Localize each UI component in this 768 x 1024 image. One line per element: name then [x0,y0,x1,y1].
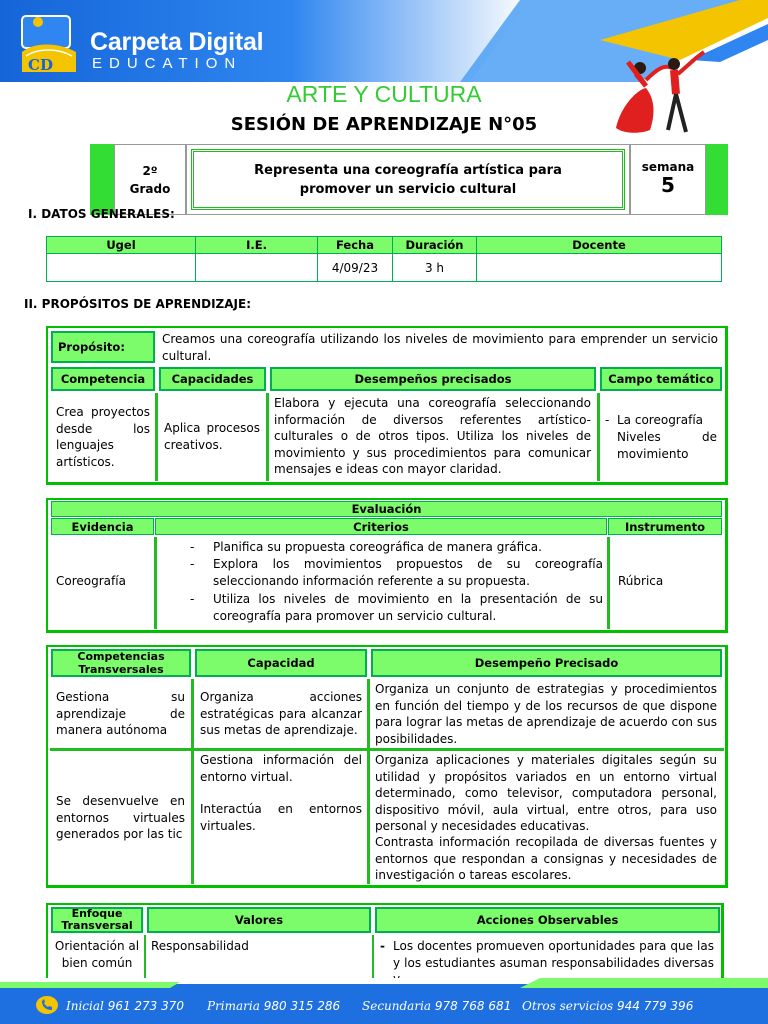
header-campo: Campo temático [600,367,722,391]
grade-number: 2º [142,163,158,178]
header-valores: Valores [147,907,371,933]
footer-phone-secundaria: 978 768 681 [434,999,512,1013]
campo-line-2: Niveles de movimiento [617,430,717,461]
week-box [630,144,706,215]
eval-divider-2 [607,537,610,629]
col-ie: I.E. [195,236,318,254]
footer-item-secundaria [362,999,511,1013]
topic-line-1: Representa una coreografía artística para [254,162,562,178]
header-competencia: Competencia [51,367,155,391]
trans-divider-v1 [191,679,194,884]
header-criterios: Criterios [155,518,607,535]
footer-item-inicial [66,999,184,1013]
week-number: 5 [661,173,675,197]
value-ie [195,253,318,282]
footer-item-primaria [207,999,340,1013]
trans-row1-competencia: Gestiona su aprendizaje de manera autónoma [56,690,185,737]
accion-text: Los docentes promueven oportunidades para que las y los estudiantes asuman responsabilidades diversas [393,939,714,970]
divider-v1 [155,393,158,481]
footer-label-primaria: Primaria [207,999,260,1013]
footer-label-inicial: Inicial [66,999,104,1013]
header-comp-transversales: Competencias Transversales [51,649,191,677]
divider-v3 [597,393,600,481]
col-fecha: Fecha [317,236,393,254]
trans-row1-desempeno: Organiza un conjunto de estrategias y procedimientos en función del tiempo y de los recursos de que dispone para lograr las metas de aprendizaje de acuerdo con sus posibilidades. [375,682,717,746]
desempeno-text: Elabora y ejecuta una coreografía seleccionando información de diversos referentes artístico-culturales o de otros tipos. Utiliza los niveles de movimiento y sus procedimientos para comunicar mensajes e ideas con mayor claridad. [274,396,591,476]
header-evidencia: Evidencia [51,518,154,535]
campo-dash: - [605,413,610,427]
banner-left-stripe [90,144,114,215]
trans-row2-competencia: Se desenvuelve en entornos virtuales generados por las tic [56,794,185,841]
value-duracion: 3 h [392,253,477,282]
accion-dash: - [380,939,385,953]
eval-divider-1 [154,537,157,629]
criterio-3-dash: - [190,592,195,606]
topic-box [186,144,630,215]
footer [0,978,768,1024]
header-capacidad: Capacidad [195,649,367,677]
value-fecha: 4/09/23 [317,253,393,282]
divider-v2 [266,393,269,481]
header-instrumento: Instrumento [608,518,722,535]
topic-line-2: promover un servicio cultural [299,181,517,197]
footer-label-secundaria: Secundaria [362,999,432,1013]
instrumento-text: Rúbrica [618,574,664,588]
banner-right-stripe [706,144,728,215]
valor-text: Responsabilidad [151,939,249,953]
enfoque-divider-2 [372,935,374,978]
trans-row2-desempeno-1: Organiza aplicaciones y materiales digitales según su utilidad y propósitos variados en un entorno virtual determinado, como televisor, computadora personal, dispositivo móvil, aula virtual, entre otros, para uso personal y necesidades educativas. [375,753,717,833]
col-duracion: Duración [392,236,477,254]
criterio-3: Utiliza los niveles de movimiento en la presentación de su coreografía para promover un servicio cultural. [213,592,603,623]
col-ugel: Ugel [46,236,196,254]
session-title: SESIÓN DE APRENDIZAJE N°05 [230,114,538,135]
capacidad-text: Aplica procesos creativos. [164,421,260,452]
footer-phone-otros: 944 779 396 [616,999,694,1013]
competencia-text: Crea proyectos desde los lenguajes artísticos. [56,405,150,469]
proposito-label: Propósito: [51,331,155,363]
footer-phone-primaria: 980 315 286 [263,999,341,1013]
value-docente [476,253,722,282]
header-acciones: Acciones Observables [375,907,720,933]
trans-divider-h [50,748,724,751]
header-desempeno-precisado: Desempeño Precisado [371,649,722,677]
proposito-text: Creamos una coreografía utilizando los niveles de movimiento para emprender un servicio cultural. [162,332,718,363]
col-docente: Docente [476,236,722,254]
footer-label-otros: Otros servicios [522,999,614,1013]
section-2-heading: II. PROPÓSITOS DE APRENDIZAJE: [24,297,251,311]
trans-row1-capacidad: Organiza acciones estratégicas para alcanzar sus metas de aprendizaje. [200,690,362,737]
logo-mark [14,12,86,76]
brand-name: Carpeta Digital [90,28,264,56]
header-desempenos: Desempeños precisados [270,367,596,391]
brand-tagline: EDUCATION [92,55,243,72]
grade-box [114,144,186,215]
footer-item-otros [522,999,693,1013]
enfoque-divider-1 [144,935,146,978]
header-enfoque: Enfoque Transversal [51,907,143,933]
campo-line-1: La coreografía [617,413,704,427]
criterio-2: Explora los movimientos propuestos de su coreografía seleccionando información referente a su propuesta. [213,557,603,588]
trans-row2-desempeno-2: Contrasta información recopilada de diversas fuentes y entornos que respondan a consignas y necesidades de investigación o tareas escolares. [375,835,717,882]
phone-icon [36,995,58,1015]
trans-row2-capacidad-2: Interactúa en entornos virtuales. [200,802,362,833]
logo-letters: CD [28,56,53,74]
criterio-1-dash: - [190,540,195,554]
evidencia-text: Coreografía [56,574,126,588]
criterio-2-dash: - [190,557,195,571]
week-label: semana [641,160,695,174]
evaluacion-title: Evaluación [51,501,722,517]
footer-phone-inicial: 961 273 370 [107,999,185,1013]
trans-row2-capacidad-1: Gestiona información del entorno virtual. [200,753,362,784]
grade-label: Grado [129,181,171,196]
enfoque-text: Orientación al bien común [54,939,140,970]
trans-divider-v2 [367,679,370,884]
subject-title: ARTE Y CULTURA [286,81,482,107]
section-1-heading: I. DATOS GENERALES: [28,207,175,221]
header-capacidades: Capacidades [159,367,266,391]
value-ugel [46,253,196,282]
criterio-1: Planifica su propuesta coreográfica de manera gráfica. [213,540,542,554]
